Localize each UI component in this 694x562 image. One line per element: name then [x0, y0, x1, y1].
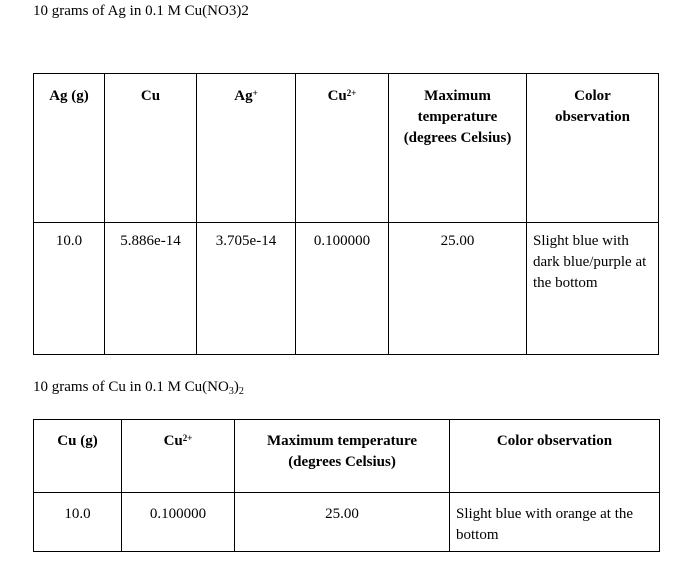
header-color-observation: Color observation	[527, 74, 659, 223]
header-cu: Cu	[105, 74, 197, 223]
header-ag-ion: Ag+	[197, 74, 296, 223]
cell-ag-grams: 10.0	[34, 223, 105, 355]
table2-header-row	[34, 420, 660, 493]
cu-in-copper-nitrate-table	[33, 419, 660, 552]
table2-caption: 10 grams of Cu in 0.1 M Cu(NO3)2	[33, 379, 244, 397]
cell-cu-grams: 10.0	[34, 493, 122, 552]
header-cu-grams: Cu (g)	[34, 420, 122, 493]
header-cu-ion: $Cu^{2+}$	[296, 74, 389, 223]
ag-in-copper-nitrate-table	[33, 73, 659, 355]
cell-ag-ion: 3.705e-14	[197, 223, 296, 355]
cell-color-observation: Slight blue with dark blue/purple at the bottom	[527, 223, 659, 355]
header-max-temperature: Maximum temperature (degrees Celsius)	[235, 420, 450, 493]
cell-cu: 5.886e-14	[105, 223, 197, 355]
table1-header-row	[34, 74, 659, 223]
table1-caption: 10 grams of Ag in 0.1 M Cu(NO3)2	[33, 3, 249, 19]
header-max-temperature: Maximum temperature (degrees Celsius)	[389, 74, 527, 223]
header-cu-ion: $Cu^{2+}$	[122, 420, 235, 493]
cell-max-temperature: 25.00	[235, 493, 450, 552]
cell-cu-ion: 0.100000	[296, 223, 389, 355]
table-row	[34, 223, 659, 355]
header-color-observation: Color observation	[450, 420, 660, 493]
cell-max-temperature: 25.00	[389, 223, 527, 355]
table-row	[34, 493, 660, 552]
cell-color-observation: Slight blue with orange at the bottom	[450, 493, 660, 552]
cell-cu-ion: 0.100000	[122, 493, 235, 552]
header-ag-grams: Ag (g)	[34, 74, 105, 223]
